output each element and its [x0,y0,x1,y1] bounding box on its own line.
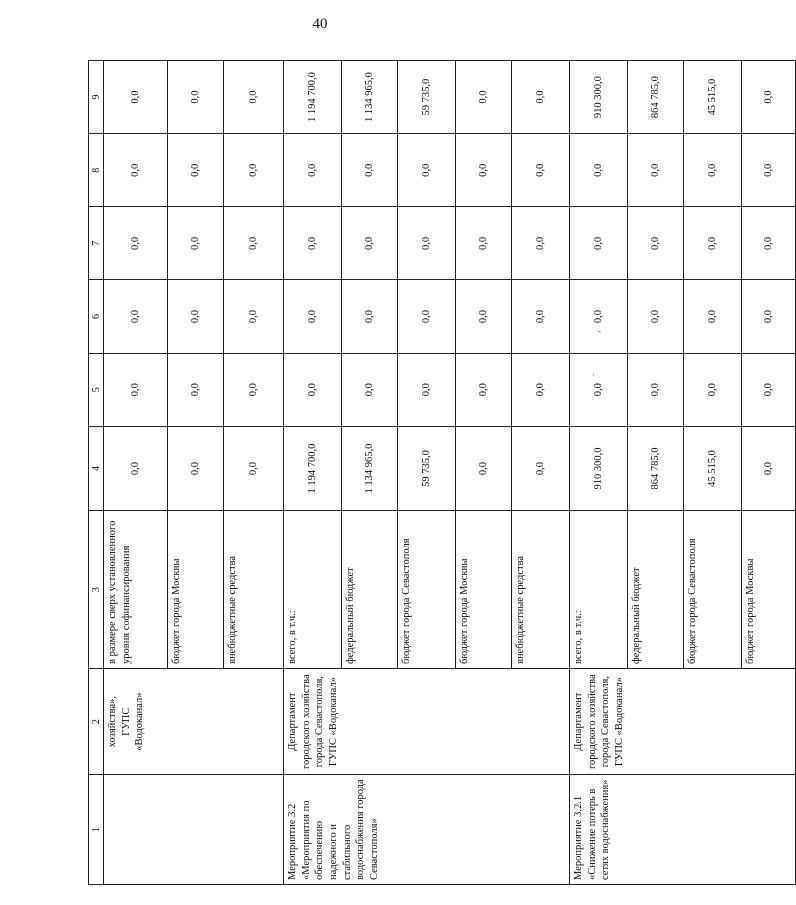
value-cell: 0,0 [104,207,168,280]
value-cell: 0,0 [284,353,342,426]
value-cell: 0,0 [512,353,570,426]
scan-mark: · [592,370,595,380]
value-cell: 0,0 [570,207,628,280]
value-cell: 0,0 [512,207,570,280]
funding-source-cell: федеральный бюджет [342,511,398,669]
value-cell: 0,0 [168,280,224,353]
value-cell: 0,0 [570,134,628,207]
table-body [104,61,796,885]
value-cell: 0,0 [684,134,742,207]
value-cell: 0,0 [168,426,224,511]
header-cell: 8 [89,134,104,207]
value-cell: 0,0 [742,134,796,207]
funding-source-cell: всего, в т.ч.: [570,511,628,669]
value-cell: 0,0 [570,353,628,426]
value-cell: 0,0 [628,134,684,207]
header-cell: 9 [89,61,104,134]
value-cell: 0,0 [684,280,742,353]
value-cell: 910 300,0 [570,61,628,134]
responsible-cell: Департамент городского хозяйства города Севастополя, ГУПС «Водоканал» [284,669,570,775]
table-row [570,61,628,885]
value-cell: 0,0 [742,207,796,280]
value-cell: 0,0 [342,280,398,353]
funding-source-cell: бюджет города Москвы [456,511,512,669]
value-cell: 0,0 [284,134,342,207]
header-cell: 7 [89,207,104,280]
header-cell: 3 [89,511,104,669]
value-cell: 0,0 [456,61,512,134]
value-cell: 0,0 [742,353,796,426]
value-cell: 0,0 [224,207,284,280]
value-cell: 0,0 [224,426,284,511]
value-cell: 0,0 [742,61,796,134]
value-cell: 0,0 [224,280,284,353]
value-cell: 864 785,0 [628,426,684,511]
value-cell: 0,0 [512,280,570,353]
value-cell: 0,0 [456,353,512,426]
funding-source-cell: бюджет города Москвы [168,511,224,669]
value-cell: 0,0 [224,61,284,134]
funding-source-cell: федеральный бюджет [628,511,684,669]
activity-name-cell: Мероприятие 3.2 «Мероприятия по обеспечению надежного и стабильного водоснабжения города Севастополя» [284,775,570,885]
value-cell: 0,0 [742,426,796,511]
value-cell: 0,0 [168,353,224,426]
value-cell: 0,0 [104,61,168,134]
value-cell: 0,0 [104,280,168,353]
value-cell: 1 134 965,0 [342,61,398,134]
value-cell: 0,0 [168,61,224,134]
value-cell: 0,0 [456,134,512,207]
value-cell: 0,0 [398,353,456,426]
funding-source-cell: бюджет города Москвы [742,511,796,669]
value-cell: 0,0 [342,207,398,280]
header-cell: 1 [89,775,104,885]
value-cell: 0,0 [456,207,512,280]
value-cell: 0,0 [342,134,398,207]
value-cell: 0,0 [224,353,284,426]
rotated-table-wrapper [88,60,774,885]
value-cell: 0,0 [628,280,684,353]
value-cell: 0,0 [398,207,456,280]
value-cell: 0,0 [168,134,224,207]
responsible-cell: Департамент городского хозяйства города Севастополя, ГУПС «Водоканал» [570,669,796,775]
value-cell: 45 515,0 [684,426,742,511]
funding-source-cell: всего, в т.ч.: [284,511,342,669]
value-cell: 1 134 965,0 [342,426,398,511]
value-cell: 0,0 [224,134,284,207]
value-cell: 0,0 [684,207,742,280]
header-cell: 4 [89,426,104,511]
table-row [104,61,168,885]
table-row [284,61,342,885]
value-cell: 0,0 [512,134,570,207]
value-cell: 0,0 [104,134,168,207]
header-row [89,61,104,885]
header-cell: 6 [89,280,104,353]
header-cell: 5 [89,353,104,426]
value-cell: 1 194 700,0 [284,61,342,134]
value-cell: 1 194 700,0 [284,426,342,511]
value-cell: 59 735,0 [398,61,456,134]
funding-source-cell: бюджет города Севастополя [398,511,456,669]
value-cell: 910 300,0 [570,426,628,511]
value-cell: 0,0 [512,61,570,134]
value-cell: 59 735,0 [398,426,456,511]
funding-source-cell: в размере сверх установленного уровня софинансирования [104,511,168,669]
funding-source-cell: внебюджетные средства [512,511,570,669]
value-cell: 0,0 [284,207,342,280]
value-cell: 0,0 [342,353,398,426]
activity-name-cell: Мероприятие 3.2.1 «Снижение потерь в сетях водоснабжения» [570,775,796,885]
value-cell: 0,0 [628,207,684,280]
funding-source-cell: внебюджетные средства [224,511,284,669]
value-cell: 0,0 [628,353,684,426]
value-cell: 0,0 [104,353,168,426]
value-cell: 0,0 [456,426,512,511]
value-cell: 0,0 [570,280,628,353]
value-cell: 0,0 [104,426,168,511]
value-cell: 0,0 [398,280,456,353]
value-cell: 0,0 [742,280,796,353]
page-number: 40 [312,16,328,32]
value-cell: 0,0 [398,134,456,207]
value-cell: 864 785,0 [628,61,684,134]
funding-source-cell: бюджет города Севастополя [684,511,742,669]
value-cell: 0,0 [684,353,742,426]
value-cell: 45 515,0 [684,61,742,134]
activity-name-cell [104,775,284,885]
header-cell: 2 [89,669,104,775]
funding-table [88,60,796,885]
value-cell: 0,0 [456,280,512,353]
value-cell: 0,0 [512,426,570,511]
value-cell: 0,0 [168,207,224,280]
scan-mark: - [598,326,601,336]
value-cell: 0,0 [284,280,342,353]
responsible-cell: хозяйства», ГУПС «Водоканал» [104,669,284,775]
